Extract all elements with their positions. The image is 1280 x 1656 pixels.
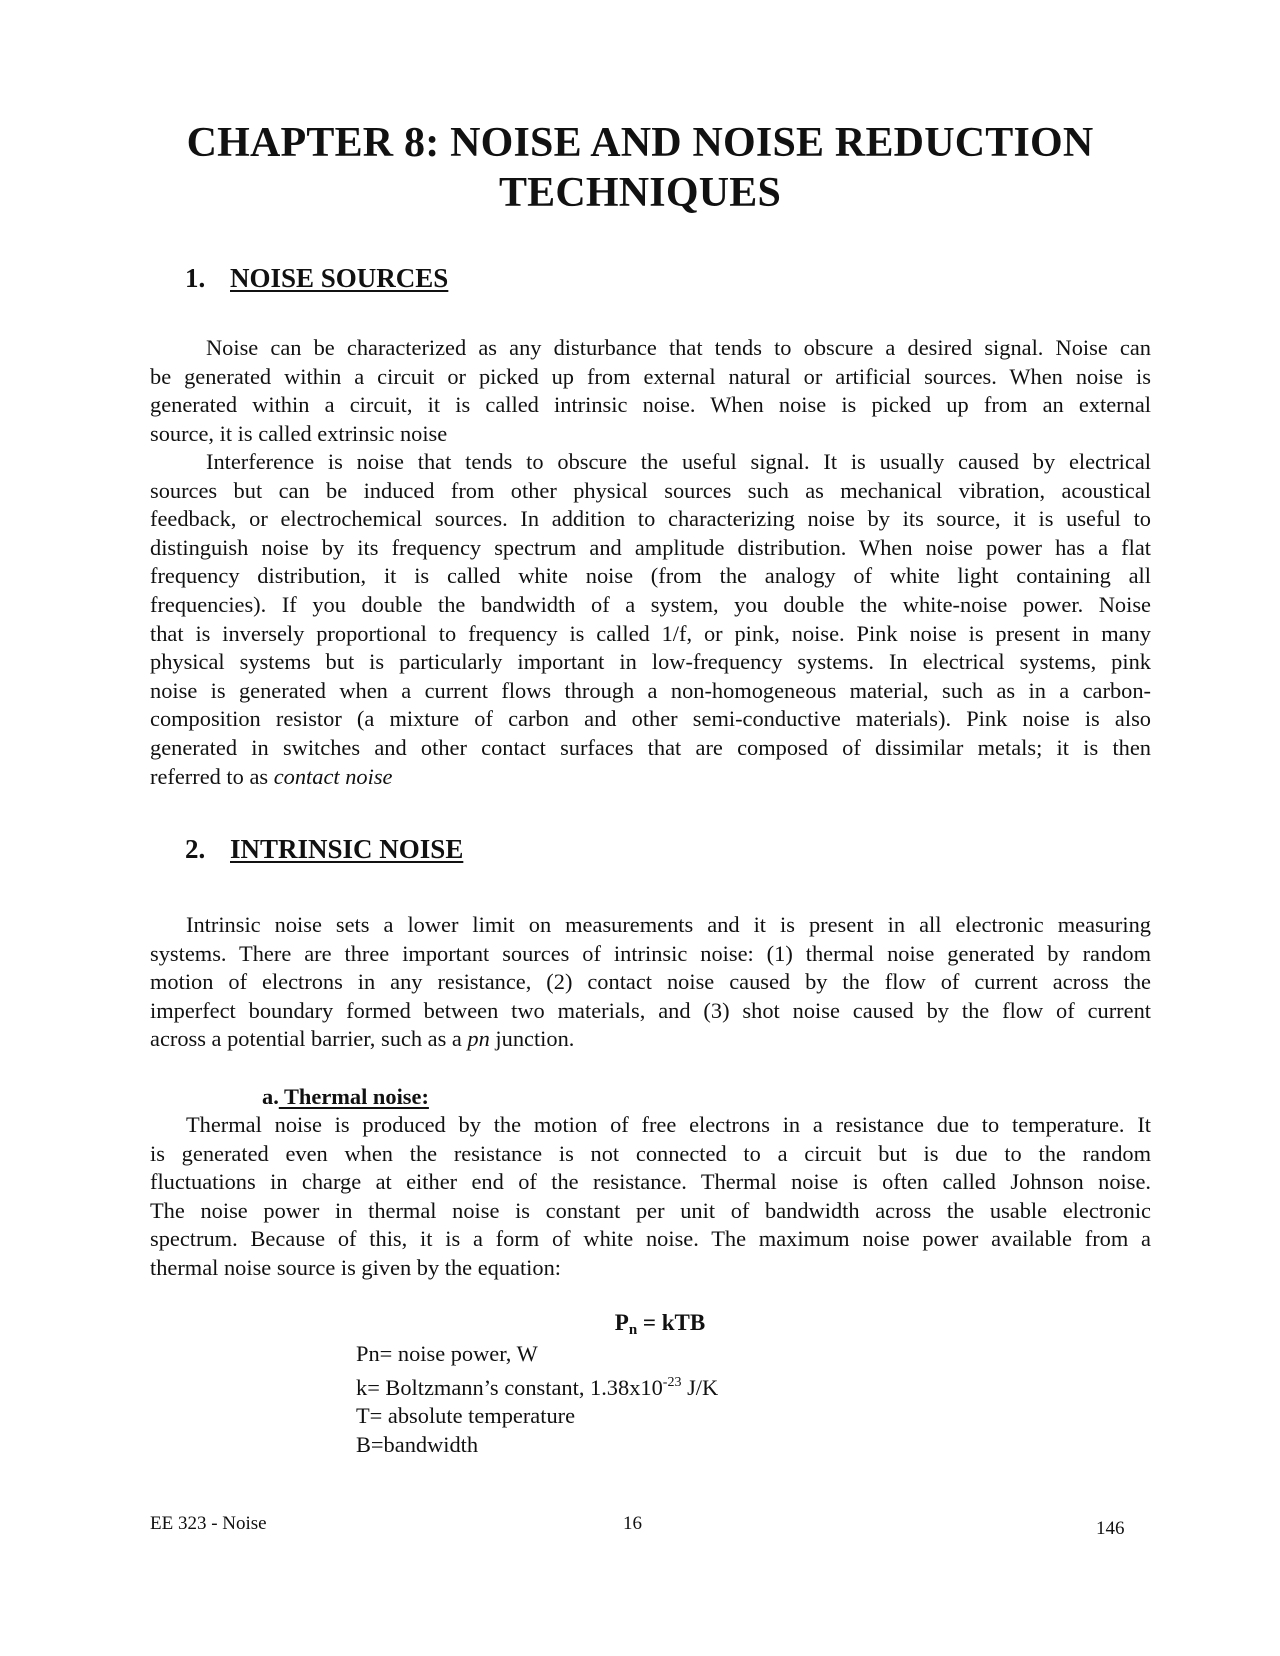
equation-rhs: = kTB (637, 1310, 706, 1335)
text-line: sources but can be induced from other physical sources such as mechanical vibration, acoustical (150, 477, 1151, 503)
chapter-title-line-1: CHAPTER 8: NOISE AND NOISE REDUCTION (186, 120, 1094, 166)
equation-definitions (356, 1340, 718, 1459)
text-line: be generated within a circuit or picked up from external natural or artificial sources. When noise is (150, 363, 1151, 389)
text-line: imperfect boundary formed between two materials, and (3) shot noise caused by the flow of current (150, 997, 1151, 1023)
subsection-title: Thermal noise: (278, 1084, 429, 1109)
chapter-title (150, 118, 1130, 218)
text-line: generated in switches and other contact surfaces that are composed of dissimilar metals; it is then (150, 734, 1151, 760)
section-title: INTRINSIC NOISE (230, 834, 464, 864)
text-line: thermal noise source is given by the equation: (150, 1254, 562, 1280)
text-line: source, it is called extrinsic noise (150, 420, 448, 446)
definition-k-unit: J/K (681, 1374, 719, 1400)
subsection-heading-thermal-noise (262, 1083, 429, 1111)
definition-k (356, 1369, 718, 1403)
text-line: is generated even when the resistance is not connected to a circuit but is due to the random (150, 1140, 1151, 1166)
text-line: Thermal noise is produced by the motion of free electrons in a resistance due to temperature. It (186, 1112, 1151, 1137)
text-line: generated within a circuit, it is called intrinsic noise. When noise is picked up from an external (150, 392, 1151, 418)
section-title: NOISE SOURCES (230, 263, 449, 293)
paragraph-intrinsic-noise (150, 911, 1151, 1054)
text-line: noise is generated when a current flows through a non-homogeneous material, such as in a carbon- (150, 677, 1151, 703)
paragraph-interference (150, 448, 1151, 791)
definition-b: B=bandwidth (356, 1431, 479, 1457)
text-line (150, 1025, 1151, 1054)
text-line: physical systems but is particularly important in low-frequency systems. In electrical systems, pink (150, 649, 1151, 675)
text-line: motion of electrons in any resistance, (2) contact noise caused by the flow of current across the (150, 969, 1151, 995)
definition-k-exponent: -23 (662, 1374, 682, 1390)
text-line: The noise power in thermal noise is constant per unit of bandwidth across the usable electronic (150, 1197, 1151, 1223)
equation-lhs-subscript: n (628, 1322, 638, 1338)
text-line: systems. There are three important sources of intrinsic noise: (1) thermal noise generated by random (150, 940, 1151, 966)
footer-document-page-number: 146 (1096, 1518, 1125, 1539)
text-line: that is inversely proportional to frequency is called 1/f, or pink, noise. Pink noise is present in many (150, 620, 1151, 646)
equation-noise-power (560, 1309, 760, 1344)
section-heading-intrinsic-noise (185, 833, 463, 865)
paragraph-noise-definition (150, 334, 1151, 448)
text-line (150, 763, 1151, 792)
section-number: 2. (185, 834, 206, 864)
text-line: frequencies). If you double the bandwidth of a system, you double the white-noise power. Noise (150, 591, 1151, 617)
italic-term: pn (467, 1026, 490, 1052)
text-run: across a potential barrier, such as a (150, 1026, 468, 1052)
text-line: spectrum. Because of this, it is a form of white noise. The maximum noise power available from a (150, 1226, 1151, 1252)
text-line: Interference is noise that tends to obscure the useful signal. It is usually caused by electrical (206, 449, 1151, 474)
paragraph-thermal-noise (150, 1111, 1151, 1283)
footer-page-number: 16 (623, 1513, 642, 1534)
text-line: composition resistor (a mixture of carbon and other semi-conductive materials). Pink noise is also (150, 706, 1151, 732)
text-run: referred to as (150, 763, 274, 789)
definition-k-text: k= Boltzmann’s constant, 1.38x10 (356, 1374, 663, 1400)
section-number: 1. (185, 263, 206, 293)
text-line: fluctuations in charge at either end of the resistance. Thermal noise is often called Johnson noise. (150, 1169, 1151, 1195)
definition-pn: Pn= noise power, W (356, 1341, 538, 1366)
chapter-title-line-2: TECHNIQUES (498, 170, 782, 216)
text-line: distinguish noise by its frequency spectrum and amplitude distribution. When noise power has a flat (150, 534, 1151, 560)
footer-course-label: EE 323 - Noise (150, 1513, 267, 1534)
text-run: junction. (489, 1026, 575, 1052)
text-line: Intrinsic noise sets a lower limit on measurements and it is present in all electronic measuring (186, 912, 1151, 937)
text-line: Noise can be characterized as any disturbance that tends to obscure a desired signal. Noise can (206, 335, 1151, 360)
equation-lhs: P (614, 1310, 629, 1335)
definition-t: T= absolute temperature (356, 1403, 576, 1429)
section-heading-noise-sources (185, 262, 448, 294)
italic-term: contact noise (273, 763, 393, 789)
text-line: feedback, or electrochemical sources. In addition to characterizing noise by its source, it is useful to (150, 506, 1151, 532)
text-line: frequency distribution, it is called white noise (from the analogy of white light containing all (150, 563, 1151, 589)
subsection-label: a. (262, 1084, 279, 1109)
